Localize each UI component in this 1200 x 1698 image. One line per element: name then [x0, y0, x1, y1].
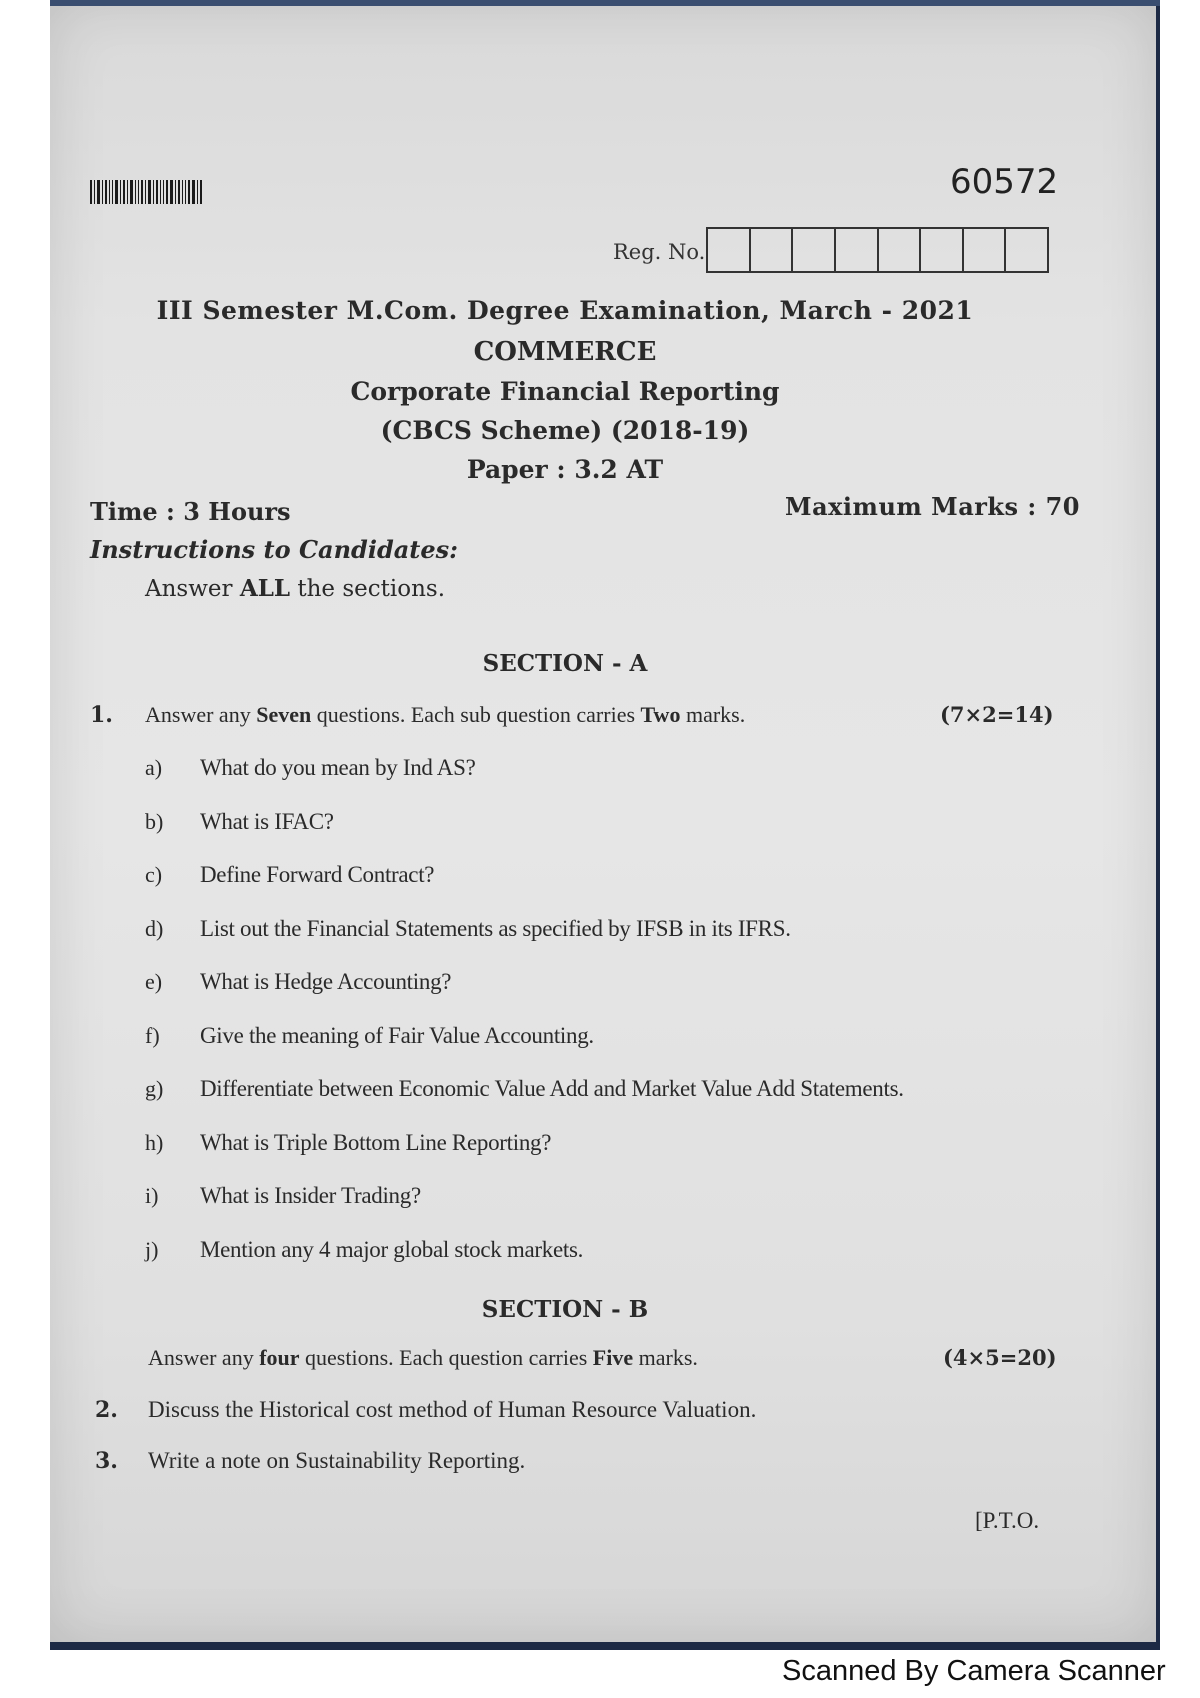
- reg-no-box[interactable]: [751, 229, 794, 271]
- paper-top-edge: [50, 0, 1160, 6]
- reg-no-box[interactable]: [708, 229, 751, 271]
- subquestion-text: What is Triple Bottom Line Reporting?: [200, 1130, 552, 1155]
- subquestion-text: Differentiate between Economic Value Add and Market Value Add Statements.: [200, 1076, 904, 1101]
- pto-marker: [P.T.O.: [975, 1508, 1040, 1533]
- subquestion-label: j): [145, 1237, 159, 1262]
- section-b-heading: SECTION - B: [481, 1296, 649, 1323]
- subquestion-label: d): [145, 916, 164, 941]
- question-text: Discuss the Historical cost method of Human Resource Valuation.: [148, 1397, 757, 1422]
- section-a-heading: SECTION - A: [482, 650, 648, 677]
- reg-no-box[interactable]: [836, 229, 879, 271]
- subquestion-label: e): [145, 969, 163, 994]
- paper-number: Paper : 3.2 AT: [466, 455, 664, 484]
- reg-no-box[interactable]: [1006, 229, 1047, 271]
- subquestion-text: Give the meaning of Fair Value Accounting.: [200, 1023, 594, 1048]
- exam-title: III Semester M.Com. Degree Examination, March - 2021: [156, 296, 974, 325]
- section-b-marks: (4×5=20): [943, 1345, 1057, 1370]
- maximum-marks: Maximum Marks : 70: [785, 492, 1081, 521]
- subquestion-label: h): [145, 1130, 164, 1155]
- scheme-title: (CBCS Scheme) (2018-19): [380, 416, 750, 445]
- question-number: 2.: [95, 1397, 118, 1423]
- subquestion-text: What is Hedge Accounting?: [200, 969, 452, 994]
- subquestion-text: What is Insider Trading?: [200, 1183, 421, 1208]
- subquestion-label: f): [145, 1023, 160, 1048]
- subquestion-label: c): [145, 862, 163, 887]
- reg-no-boxes[interactable]: [706, 227, 1049, 273]
- barcode: [90, 180, 210, 204]
- subquestion-label: i): [145, 1183, 159, 1208]
- scanner-watermark: Scanned By Camera Scanner: [782, 1655, 1166, 1687]
- question-text: Write a note on Sustainability Reporting.: [148, 1448, 526, 1473]
- course-title: Corporate Financial Reporting: [350, 377, 780, 406]
- instructions-heading: Instructions to Candidates:: [90, 535, 459, 564]
- subquestion-label: a): [145, 755, 163, 780]
- section-a-instruction: Answer any Seven questions. Each sub question carries Two marks.: [145, 702, 746, 727]
- reg-no-box[interactable]: [964, 229, 1007, 271]
- question-number: 1.: [90, 702, 113, 728]
- subquestion-label: g): [145, 1076, 164, 1101]
- reg-no-box[interactable]: [879, 229, 922, 271]
- subject-title: COMMERCE: [473, 337, 657, 367]
- instructions-text: Answer ALL the sections.: [145, 575, 446, 602]
- section-b-instruction: Answer any four questions. Each question carries Five marks.: [148, 1345, 698, 1370]
- subquestion-text: What is IFAC?: [200, 809, 334, 834]
- subquestion-text: What do you mean by Ind AS?: [200, 755, 476, 780]
- subquestion-text: Define Forward Contract?: [200, 862, 435, 887]
- reg-no-box[interactable]: [921, 229, 964, 271]
- section-a-marks: (7×2=14): [940, 702, 1054, 727]
- time-allowed: Time : 3 Hours: [90, 497, 291, 526]
- reg-no-box[interactable]: [793, 229, 836, 271]
- subquestion-label: b): [145, 809, 164, 834]
- paper-code: 60572: [950, 162, 1059, 202]
- question-number: 3.: [95, 1448, 118, 1474]
- subquestion-text: List out the Financial Statements as specified by IFSB in its IFRS.: [200, 916, 791, 941]
- subquestion-text: Mention any 4 major global stock markets.: [200, 1237, 584, 1262]
- reg-no-label: Reg. No.: [613, 240, 706, 264]
